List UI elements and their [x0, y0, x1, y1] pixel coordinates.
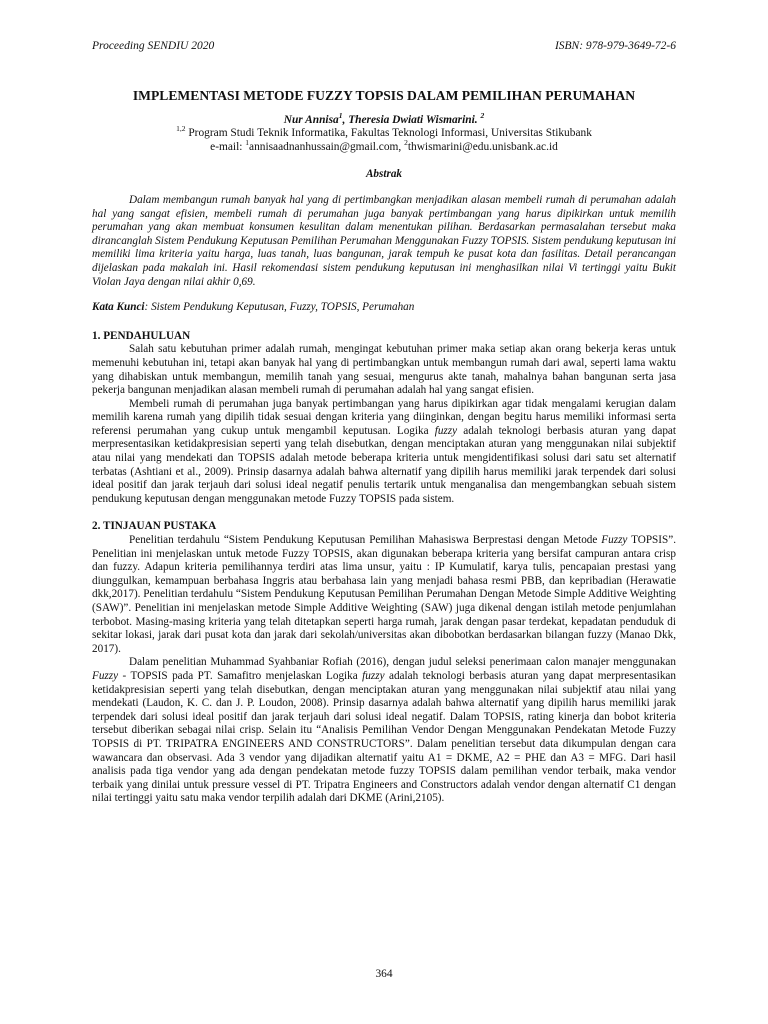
affiliation [92, 124, 676, 141]
email-prefix: e-mail: [210, 140, 246, 153]
affiliation-sup: 1,2 [176, 124, 186, 134]
abstract-heading: Abstrak [365, 168, 403, 181]
section-2-heading: 2. TINJAUAN PUSTAKA [92, 520, 217, 533]
section-1-heading: 1. PENDAHULUAN [92, 329, 191, 342]
paper-title: IMPLEMENTASI METODE FUZZY TOPSIS DALAM PEMILIHAN PERUMAHAN [132, 87, 636, 103]
section-gap [92, 506, 676, 520]
isbn: ISBN: 978-979-3649-72-6 [554, 40, 676, 52]
author-2: Theresia Dwiati Wismarini. [348, 113, 478, 126]
s1p2-text-a: Membeli rumah di perumahan juga banyak pertimbangan yang harus dipikirkan agar tidak mengalami kerugian dalam memilih karena rumah yang dipilih tidak sesuai dengan kriteria yang diinginkan, dengan begitu harus memiliki informasi serta referensi perumahan yang cukup untuk mengambil keputusan. Logika [92, 397, 676, 437]
email-1: annisaadnanhussain@gmail.com, [249, 140, 405, 153]
keywords-label: Kata Kunci [92, 301, 145, 314]
keywords-text: : Sistem Pendukung Keputusan, Fuzzy, TOPSIS, Perumahan [144, 301, 415, 314]
abstract-text: Dalam membangun rumah banyak hal yang di pertimbangkan menjadikan alasan membeli rumah di perumahan adalah hal yang sangat efisien, membeli rumah di perumahan juga banyak pertimbangan yang harus dipikirkan untuk memilih perumahan yang akan membuat konsumen kesulitan dalam menentukan pilihan. Berdasarkan permasalahan tersebut maka dirancanglah Sistem Pendukung Keputusan Pemilihan Perumahan Menggunakan Fuzzy TOPSIS. Sistem pendukung keputusan ini memiliki lima kriteria yaitu harga, luas tanah, luas bangunan, jarak tempuh ke pusat kota dan fasilitas. Detail perancangan dijelaskan pada makalah ini. Hasil rekomendasi sistem pendukung keputusan ini menghasilkan nilai Vi tertinggi yaitu Bukit Violan Jaya dengan nilai akhir 0,69. [92, 193, 676, 288]
running-header [92, 40, 676, 54]
s2p2-text-a: Dalam penelitian Muhammad Syahbaniar Rofiah (2016), dengan judul seleksi penerimaan calon manajer menggunakan [129, 656, 676, 669]
s2p1-text-a: Penelitian terdahulu “Sistem Pendukung Keputusan Pemilihan Mahasiswa Berprestasi dengan Metode [129, 534, 602, 547]
s2p1-text-b: TOPSIS”. Penelitian ini menjelaskan untuk metode Fuzzy TOPSIS, akan digunakan beberapa kriteria yang bersifat campuran antara crisp dan fuzzy. Adapun kriteria pemilihannya terdiri atas lima unsur, yaitu : IP Kumulatif, karya tulis, pencapaian prestasi yang diunggulkan, kemampuan berbahasa Inggris atau berbahasa lain yang menjadi bahasa resmi PBB, dan kepribadian (Herawatie dkk,2017). Penelitian terdahulu “Sistem Pendukung Keputusan Pemilihan Perumahan Dengan Metode Simple Additive Weighting (SAW)”. Penelitian ini menjelaskan metode Simple Additive Weighting (SAW) juga dikenal dengan istilah metode penjumlahan terbobot. Masing-masing kriteria yang telah ditetapkan seperti harga rumah, jarak dengan pasar terdekat, kepadatan penduduk di sekitar lokasi, jarak dari pusat kota dan jarak dari sekolah/universitas akan dibobotkan berdasarkan bilangan fuzzy (Manao Dkk, 2017). [92, 534, 676, 655]
author-separator: , [342, 113, 349, 126]
keywords [92, 301, 676, 315]
page-number: 364 [375, 968, 393, 980]
s2p2-fuzzy-1: Fuzzy [92, 669, 119, 682]
section-2-paragraph-2 [92, 656, 676, 806]
s1p2-text-b: adalah teknologi berbasis aturan yang dapat merpresentasikan ketidakpresisian seperti yang telah disebutkan, dengan menciptakan aturan yang menggunakan nilai subjektif atau nilai yang mendekati dan TOPSIS adalah metode beberapa kriteria untuk mengidentifikasi solusi dari satu set alternatif terbatas (Ashtiani et al., 2009). Prinsip dasarnya adalah bahwa alternatif yang dipilih harus memiliki jarak terpendek dari solusi ideal positif dan jarak terjauh dari solusi ideal negatif penulis tertarik untuk menganalisa dan mengembangkan sebuah sistem pendukung keputusan dengan menggunakan metode Fuzzy TOPSIS pada sistem. [92, 424, 676, 505]
section-1-paragraph-2 [92, 398, 676, 507]
section-1-paragraph-1: Salah satu kebutuhan primer adalah rumah, mengingat kebutuhan primer maka setiap akan orang bekerja keras untuk memenuhi kebutuhan ini, tetapi akan banyak hal yang di pertimbangkan untuk membangun rumah dari awal, seperti lama waktu yang dihabiskan untuk membangun, memilih tanah yang sesuai, mengurus akte tanah, mahalnya bahan bangunan serta jasa pekerja bangunan menjadikan alasan membeli rumah di perumahan adalah hal yang sangat efisien. [92, 343, 676, 397]
section-2-paragraph-1 [92, 534, 676, 656]
s2p1-fuzzy: Fuzzy [601, 534, 628, 547]
affiliation-text: Program Studi Teknik Informatika, Fakultas Teknologi Informasi, Universitas Stikubank [188, 127, 592, 140]
email-line [92, 137, 676, 155]
email-2-sup: 2 [404, 137, 408, 147]
author-2-sup: 2 [480, 110, 485, 120]
email-1-sup: 1 [245, 137, 250, 147]
s2p2-fuzzy-2: fuzzy [362, 669, 385, 682]
s2p2-text-b: - TOPSIS pada PT. Samafitro menjelaskan Logika [118, 669, 363, 682]
author-1-sup: 1 [338, 110, 343, 120]
proceeding-name: Proceeding SENDIU 2020 [92, 40, 215, 52]
email-2: thwismarini@edu.unisbank.ac.id [407, 140, 558, 153]
s1p2-fuzzy: fuzzy [434, 424, 458, 437]
s2p2-text-c: adalah teknologi berbasis aturan yang dapat merpresentasikan ketidakpresisian seperti yang telah disebutkan, dengan menciptakan aturan yang menggunakan nilai subjektif atau nilai yang mendekati (Laudon, K. C. dan J. P. Loudon, 2008). Prinsip dasarnya adalah bahwa alternatif yang dipilih harus memiliki jarak terpendek dari solusi ideal positif dan jarak terjauh dari solusi ideal negatif. Dalam TOPSIS, rating kinerja dan bobot kriteria tersebut diberikan sebagai nilai crisp. Selain itu “Analisis Pemilihan Vendor Dengan Menggunakan Pendekatan Metode Fuzzy TOPSIS di PT. TRIPATRA ENGINEERS AND CONSTRUCTORS”. Dalam penelitian tersebut data dikumpulan dengan cara wawancara dan observasi. Ada 3 vendor yang dijadikan alternatif yaitu A1 = DKME, A2 = PHE dan A3 = MFG. Dari hasil analisis pada tiga vendor yang ada dengan pendekatan metode fuzzy TOPSIS dalam pemilihan vendor terbaik, maka vendor terbaik yang dinilai untuk pressure vessel di PT. Tripatra Engineers and Constructors adalah vendor dengan alternatif C1 dengan nilai tertinggi yaitu satu maka vendor terpilih adalah dari DKME (Arini,2105). [92, 669, 676, 805]
author-1: Nur Annisa [283, 113, 339, 126]
